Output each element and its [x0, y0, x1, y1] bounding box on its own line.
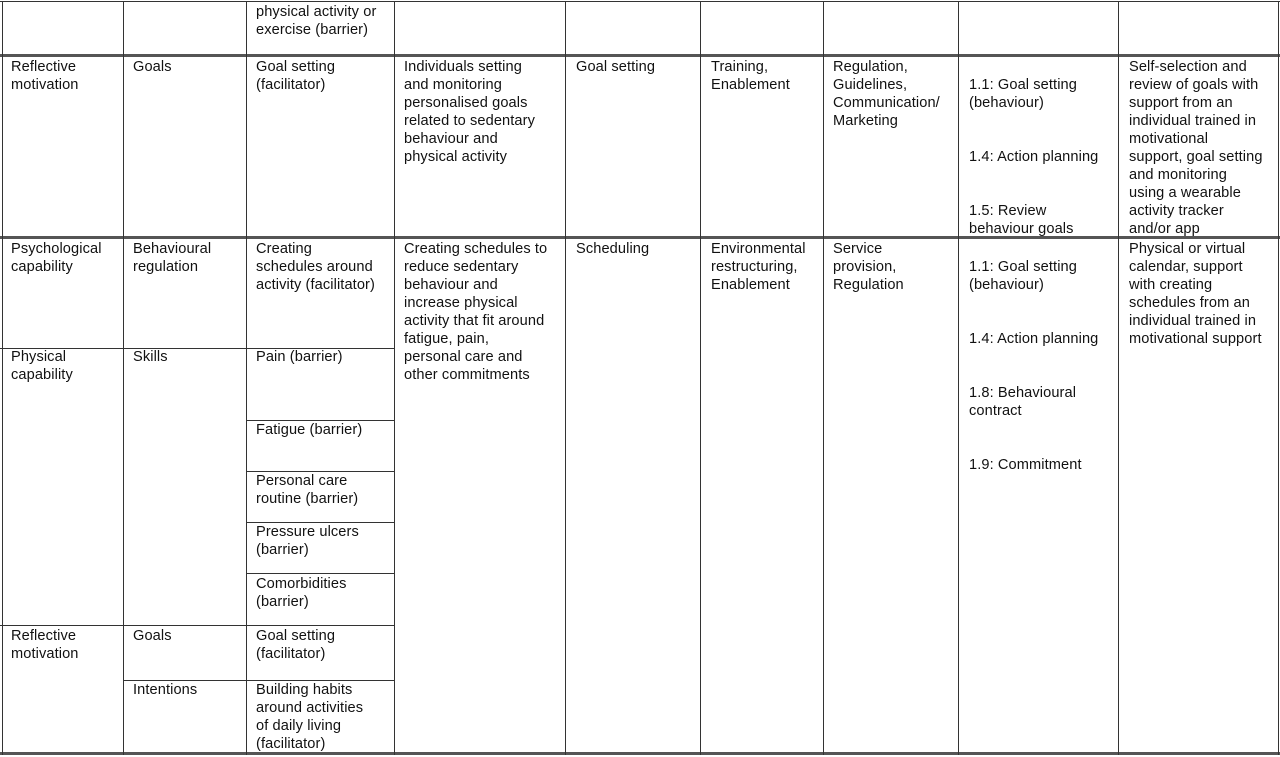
sched-row-description-cell: Creating schedules to reduce sedentary behaviour and increase physical activity that fit around fatigue, pain, personal care and other commitments: [404, 241, 548, 383]
sched-row-com-b-reflective: Reflective motivation: [11, 628, 79, 662]
sched-row-barrier-goal-setting: Goal setting (facilitator): [256, 628, 336, 662]
bct-item: 1.4: Action planning: [969, 149, 1099, 165]
sched-row-tdf-behavioural-regulation: Behavioural regulation: [133, 241, 212, 275]
table-top-border: [0, 1, 1280, 2]
subrow-divider-reflective: [0, 625, 395, 626]
goals-row-intervention-functions-cell: Training, Enablement: [711, 59, 790, 93]
sched-row-barrier-creating-schedules: Creating schedules around activity (facilitator): [256, 241, 375, 293]
bct-item: 1.4: Action planning: [969, 331, 1099, 347]
column-border-7: [958, 1, 959, 755]
goals-row-policy-categories-cell: Regulation, Guidelines, Communication/ Marketing: [833, 59, 940, 129]
column-border-left: [2, 1, 3, 755]
column-border-6: [823, 1, 824, 755]
sched-row-tdf-intentions: Intentions: [133, 682, 198, 698]
sched-row-com-b-psychological: Psychological capability: [11, 241, 102, 275]
goals-row-com-b-cell: Reflective motivation: [11, 59, 79, 93]
bct-item: 1.8: Behavioural contract: [969, 385, 1077, 419]
sched-row-tdf-skills: Skills: [133, 349, 168, 365]
sched-row-barrier-pain: Pain (barrier): [256, 349, 343, 365]
column-border-5: [700, 1, 701, 755]
goals-row-component-cell: Goal setting: [576, 59, 656, 75]
table-bottom-border: [0, 752, 1280, 755]
goals-row-mode-of-delivery-cell: Self-selection and review of goals with support from an individual trained in motivational support, goal setting and monitoring using a wearable activity tracker and/or app: [1129, 59, 1263, 237]
sched-row-tdf-goals: Goals: [133, 628, 172, 644]
sched-row-barrier-personal-care: Personal care routine (barrier): [256, 473, 359, 507]
sched-row-barrier-comorbidities: Comorbidities (barrier): [256, 576, 347, 610]
sched-row-mode-of-delivery-cell: Physical or virtual calendar, support with creating schedules from an individual trained in motivational support: [1129, 241, 1262, 347]
sched-row-intervention-functions-cell: Environmental restructuring, Enablement: [711, 241, 806, 293]
bct-item: 1.1: Goal setting (behaviour): [969, 259, 1077, 293]
column-border-8: [1118, 1, 1119, 755]
sched-row-policy-categories-cell: Service provision, Regulation: [833, 241, 904, 293]
prev-row-barrier-cell: physical activity or exercise (barrier): [256, 4, 377, 38]
row-divider-goals: [0, 54, 1280, 57]
sched-row-barrier-building-habits: Building habits around activities of daily living (facilitator): [256, 682, 364, 752]
bct-item: 1.5: Review behaviour goals: [969, 203, 1074, 237]
goals-row-bct-cell: [969, 58, 1098, 256]
sched-row-com-b-physical: Physical capability: [11, 349, 73, 383]
goals-row-description-cell: Individuals setting and monitoring personalised goals related to sedentary behaviour and physical activity: [404, 59, 535, 165]
column-border-1: [123, 1, 124, 755]
bct-item: 1.9: Commitment: [969, 457, 1082, 473]
sched-row-barrier-pressure-ulcers: Pressure ulcers (barrier): [256, 524, 359, 558]
bct-item: 1.1: Goal setting (behaviour): [969, 77, 1077, 111]
barrier-divider-comorbidities: [247, 573, 395, 574]
column-border-4: [565, 1, 566, 755]
goals-row-tdf-cell: Goals: [133, 59, 172, 75]
goals-row-barrier-cell: Goal setting (facilitator): [256, 59, 336, 93]
sched-row-barrier-fatigue: Fatigue (barrier): [256, 422, 363, 438]
sched-row-component-cell: Scheduling: [576, 241, 650, 257]
column-border-3: [394, 1, 395, 755]
column-border-2: [246, 1, 247, 755]
sched-row-bct-cell: [969, 240, 1098, 492]
column-border-right: [1278, 1, 1279, 755]
